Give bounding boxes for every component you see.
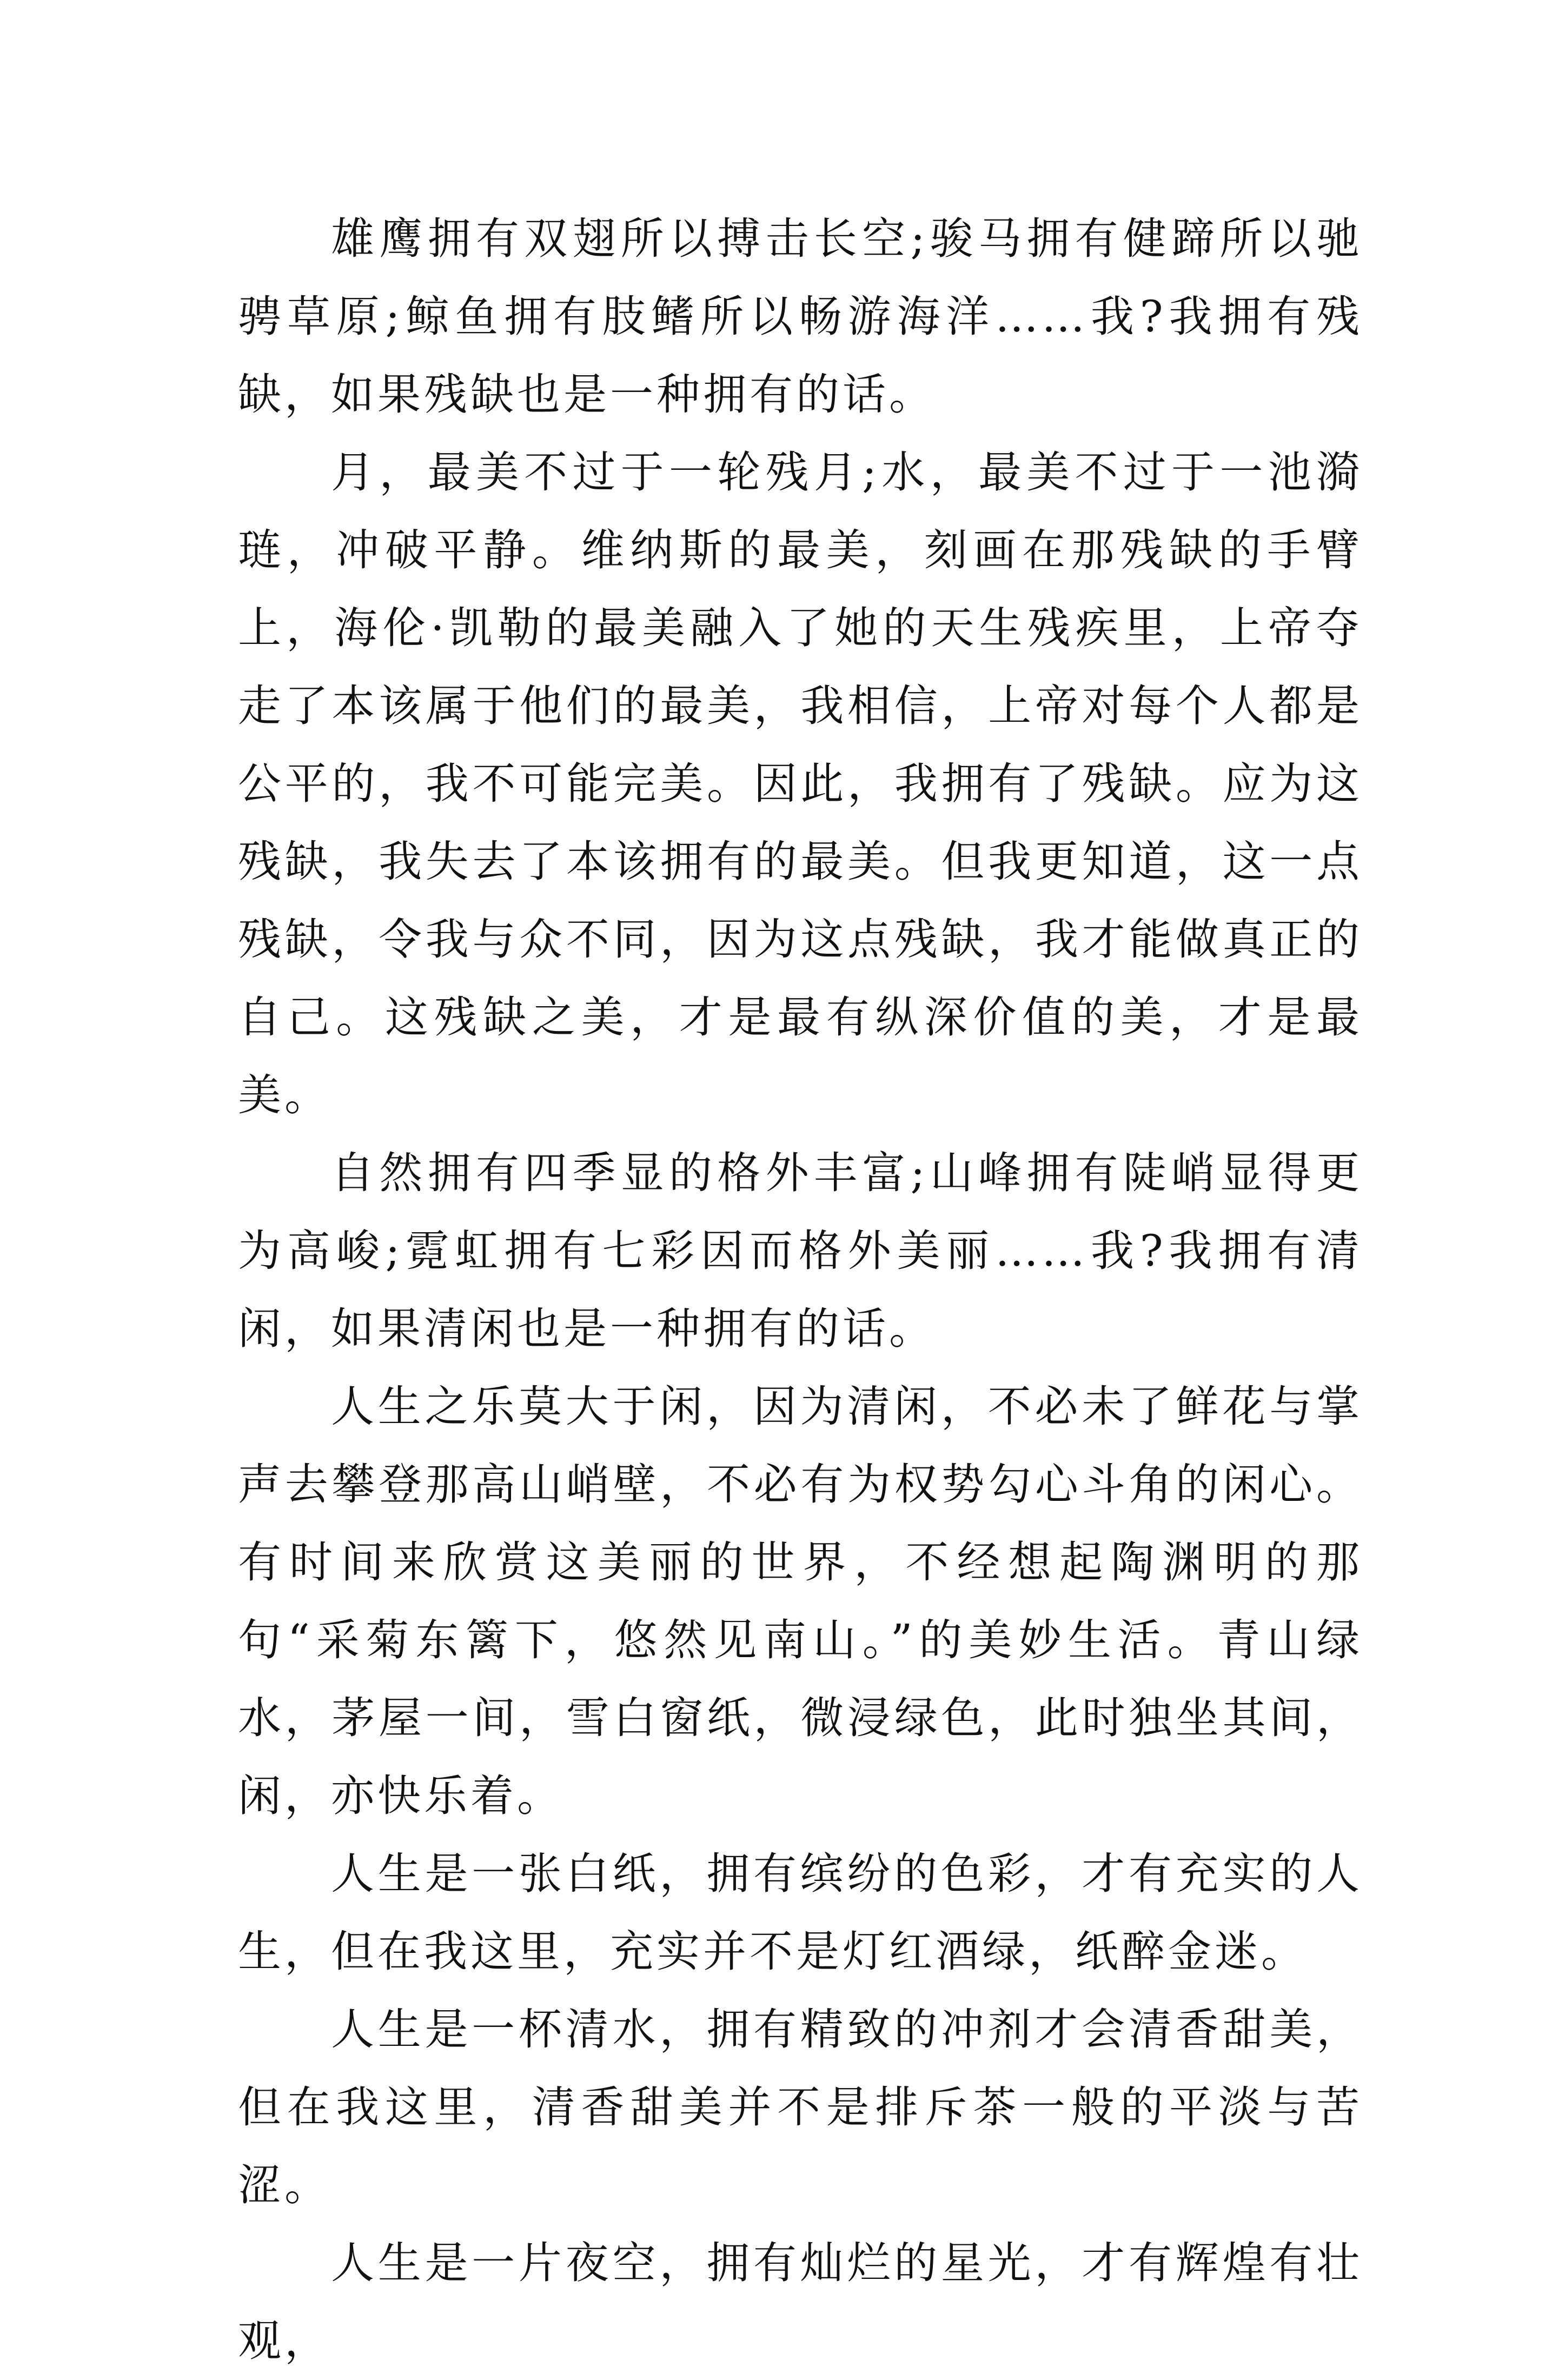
paragraph-2: 月，最美不过于一轮残月;水，最美不过于一池漪琏，冲破平静。维纳斯的最美，刻画在那残缺的手臂上，海伦·凯勒的最美融入了她的天生残疾里，上帝夺走了本该属于他们的最美，我相信，上帝对每个人都是公平的，我不可能完美。因此，我拥有了残缺。应为这残缺，我失去了本该拥有的最美。但我更知道，这一点残缺，令我与众不同，因为这点残缺，我才能做真正的自己。这残缺之美，才是最有纵深价值的美，才是最美。 bbox=[238, 447, 1363, 1120]
paragraph-1: 雄鹰拥有双翅所以搏击长空;骏马拥有健蹄所以驰骋草原;鲸鱼拥有肢鳍所以畅游海洋……我?我拥有残缺，如果残缺也是一种拥有的话。 bbox=[238, 214, 1363, 420]
paragraph-6: 人生是一杯清水，拥有精致的冲剂才会清香甜美，但在我这里，清香甜美并不是排斥茶一般的平淡与苦涩。 bbox=[238, 2004, 1363, 2210]
body-text bbox=[238, 200, 1363, 2380]
paragraph-7: 人生是一片夜空，拥有灿烂的星光，才有辉煌有壮观， bbox=[238, 2238, 1363, 2366]
paragraph-3: 自然拥有四季显的格外丰富;山峰拥有陡峭显得更为高峻;霓虹拥有七彩因而格外美丽……我?我拥有清闲，如果清闲也是一种拥有的话。 bbox=[238, 1148, 1363, 1354]
paragraph-4: 人生之乐莫大于闲，因为清闲，不必未了鲜花与掌声去攀登那高山峭壁，不必有为权势勾心斗角的闲心。有时间来欣赏这美丽的世界，不经想起陶渊明的那句“采菊东篱下，悠然见南山。”的美妙生活。青山绿水，茅屋一间，雪白窗纸，微浸绿色，此时独坐其间，闲，亦快乐着。 bbox=[238, 1381, 1363, 1821]
paragraph-5: 人生是一张白纸，拥有缤纷的色彩，才有充实的人生，但在我这里，充实并不是灯红酒绿，纸醉金迷。 bbox=[238, 1849, 1363, 1977]
